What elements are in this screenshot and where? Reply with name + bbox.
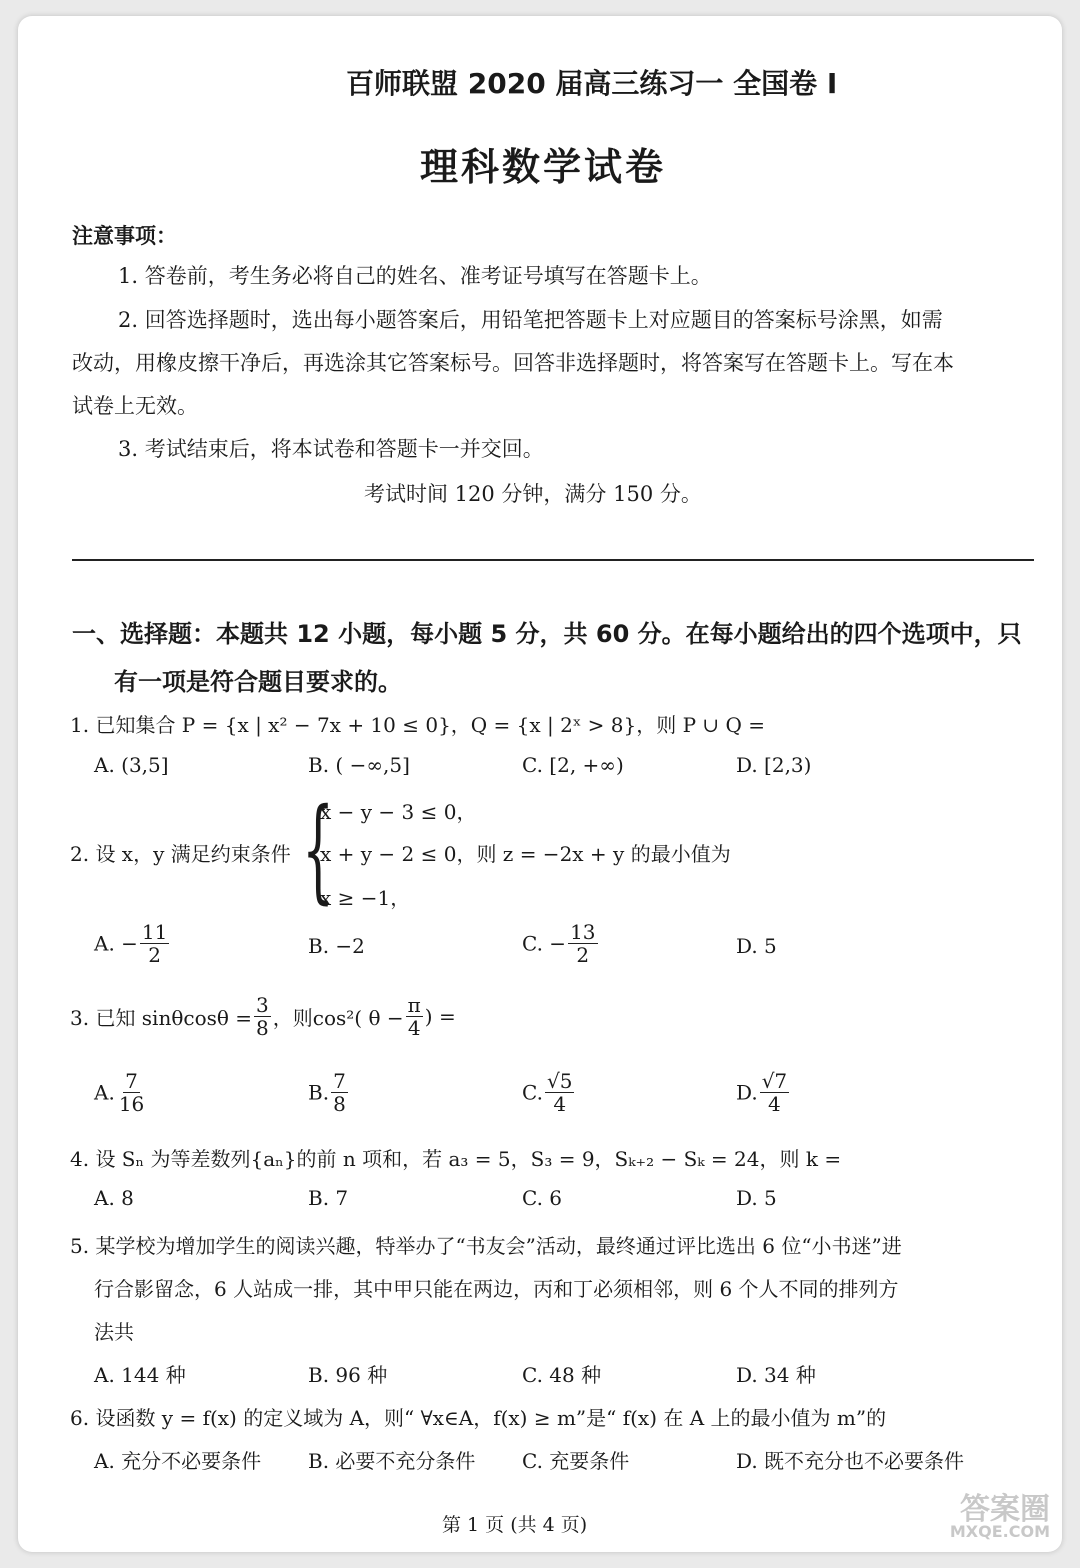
- q2-c-denominator: 2: [576, 943, 590, 967]
- notice-item-2-line-3: 试卷上无效。: [72, 394, 198, 418]
- q3-option-c-fraction: [545, 1070, 574, 1115]
- q4-option-b: B. 7: [308, 1186, 349, 1210]
- q3-fraction: [254, 994, 271, 1039]
- q3-option-a: [94, 1070, 148, 1115]
- q4-option-c: C. 6: [522, 1186, 563, 1210]
- q6-option-c: C. 充要条件: [522, 1449, 630, 1473]
- question-3-stem: [70, 994, 456, 1039]
- q6-option-a: A. 充分不必要条件: [94, 1449, 262, 1473]
- q3-fraction-denominator: 8: [256, 1016, 269, 1040]
- question-5-line-2: 行合影留念，6 人站成一排，其中甲只能在两边，丙和丁必须相邻，则 6 个人不同的排列方: [94, 1277, 899, 1301]
- notice-item-2-line-1: 2. 回答选择题时，选出每小题答案后，用铅笔把答题卡上对应题目的答案标号涂黑，如需: [118, 308, 943, 332]
- q3-option-a-fraction: [117, 1070, 146, 1115]
- q3-b-denominator: 8: [333, 1092, 346, 1116]
- q3-c-numerator: √5: [546, 1069, 573, 1093]
- q1-option-a: A. (3,5]: [94, 753, 169, 777]
- notice-heading: 注意事项：: [72, 224, 177, 248]
- q1-option-d: D. [2,3): [736, 753, 812, 777]
- q3-b-numerator: 7: [333, 1069, 346, 1093]
- q3-pi-denominator: 4: [407, 1016, 421, 1040]
- q2-option-c: [522, 921, 600, 966]
- watermark-url: MXQE.COM: [949, 1522, 1050, 1541]
- q4-option-d: D. 5: [736, 1186, 777, 1210]
- q3-lead: 3. 已知 sinθcosθ =: [70, 1006, 253, 1030]
- q3-option-b-fraction: [331, 1070, 348, 1115]
- q3-d-numerator: √7: [761, 1069, 788, 1093]
- q3-pi-fraction: [406, 994, 423, 1039]
- q6-option-b: B. 必要不充分条件: [308, 1449, 476, 1473]
- q5-option-d: D. 34 种: [736, 1363, 816, 1387]
- q2-option-a: [94, 921, 171, 966]
- q3-d-denominator: 4: [768, 1092, 781, 1116]
- watermark-logo: [924, 1484, 1054, 1548]
- q3-option-c-prefix: C.: [522, 1080, 543, 1105]
- q1-option-c: C. [2, +∞): [522, 753, 624, 777]
- q3-option-b: [308, 1070, 350, 1115]
- question-5-line-3: 法共: [94, 1320, 134, 1344]
- q2-option-b: B. −2: [308, 934, 365, 958]
- q3-pi-numerator: π: [407, 993, 421, 1017]
- q2-constraint-3: x ≥ −1，: [320, 886, 411, 910]
- exam-time-note: 考试时间 120 分钟，满分 150 分。: [364, 482, 702, 506]
- q5-option-b: B. 96 种: [308, 1363, 388, 1387]
- section-1-heading-line-1: 一、选择题：本题共 12 小题，每小题 5 分，共 60 分。在每小题给出的四个选项中，只: [72, 620, 1022, 648]
- notice-item-1: 1. 答卷前，考生务必将自己的姓名、准考证号填写在答题卡上。: [118, 264, 712, 288]
- q3-option-d-prefix: D.: [736, 1080, 758, 1105]
- section-1-heading-line-2: 有一项是符合题目要求的。: [114, 668, 402, 696]
- exam-page: [18, 16, 1062, 1552]
- q4-option-a: A. 8: [94, 1186, 134, 1210]
- question-4-stem: 4. 设 Sₙ 为等差数列{aₙ}的前 n 项和，若 a₃ = 5，S₃ = 9，Sₖ₊₂ − Sₖ = 24，则 k =: [70, 1147, 842, 1171]
- question-5-line-1: 5. 某学校为增加学生的阅读兴趣，特举办了“书友会”活动，最终通过评比选出 6 位“小书迷”进: [70, 1234, 902, 1258]
- q3-option-b-prefix: B.: [308, 1080, 330, 1105]
- q3-a-numerator: 7: [125, 1069, 138, 1093]
- q2-option-c-prefix: C. −: [522, 931, 567, 956]
- constraint-brace: {: [302, 785, 335, 915]
- q2-a-denominator: 2: [148, 943, 162, 967]
- divider: [72, 559, 1034, 561]
- q2-a-numerator: 11: [141, 920, 168, 944]
- q6-option-d: D. 既不充分也不必要条件: [736, 1449, 965, 1473]
- question-2-lead: 2. 设 x，y 满足约束条件: [70, 842, 291, 866]
- question-1-stem: 1. 已知集合 P = {x | x² − 7x + 10 ≤ 0}，Q = {x | 2ˣ > 8}，则 P ∪ Q =: [70, 713, 766, 737]
- notice-item-3: 3. 考试结束后，将本试卷和答题卡一并交回。: [118, 437, 544, 461]
- q3-mid: ，则cos²( θ −: [272, 1006, 404, 1030]
- q2-constraint-2: x + y − 2 ≤ 0，则 z = −2x + y 的最小值为: [320, 842, 731, 866]
- page-footer: 第 1 页 (共 4 页): [442, 1514, 588, 1536]
- q3-fraction-numerator: 3: [256, 993, 269, 1017]
- q2-option-d: D. 5: [736, 934, 777, 958]
- q3-option-c: [522, 1070, 576, 1115]
- q3-a-denominator: 16: [118, 1092, 145, 1116]
- question-6-stem: 6. 设函数 y = f(x) 的定义域为 A，则“ ∀x∈A，f(x) ≥ m”是“ f(x) 在 A 上的最小值为 m”的: [70, 1406, 887, 1430]
- q3-c-denominator: 4: [553, 1092, 567, 1116]
- q3-option-d-fraction: [760, 1070, 789, 1115]
- watermark-text: 答案圈: [960, 1492, 1050, 1527]
- q3-option-a-prefix: A.: [94, 1080, 115, 1105]
- q2-option-a-prefix: A. −: [94, 931, 138, 956]
- q2-option-c-fraction: [568, 921, 597, 966]
- q5-option-c: C. 48 种: [522, 1363, 602, 1387]
- exam-series-header: 百师联盟 2020 届高三练习一 全国卷 Ⅰ: [346, 67, 838, 100]
- page-title: 理科数学试卷: [420, 145, 667, 189]
- q2-option-a-fraction: [140, 921, 169, 966]
- notice-item-2-line-2: 改动，用橡皮擦干净后，再选涂其它答案标号。回答非选择题时，将答案写在答题卡上。写在本: [72, 351, 954, 375]
- q3-end: ) =: [424, 1004, 456, 1029]
- q5-option-a: A. 144 种: [94, 1363, 186, 1387]
- q1-option-b: B. ( −∞,5]: [308, 753, 410, 777]
- q2-constraint-1: x − y − 3 ≤ 0，: [320, 800, 477, 824]
- q3-option-d: [736, 1070, 791, 1115]
- q2-c-numerator: 13: [570, 920, 596, 944]
